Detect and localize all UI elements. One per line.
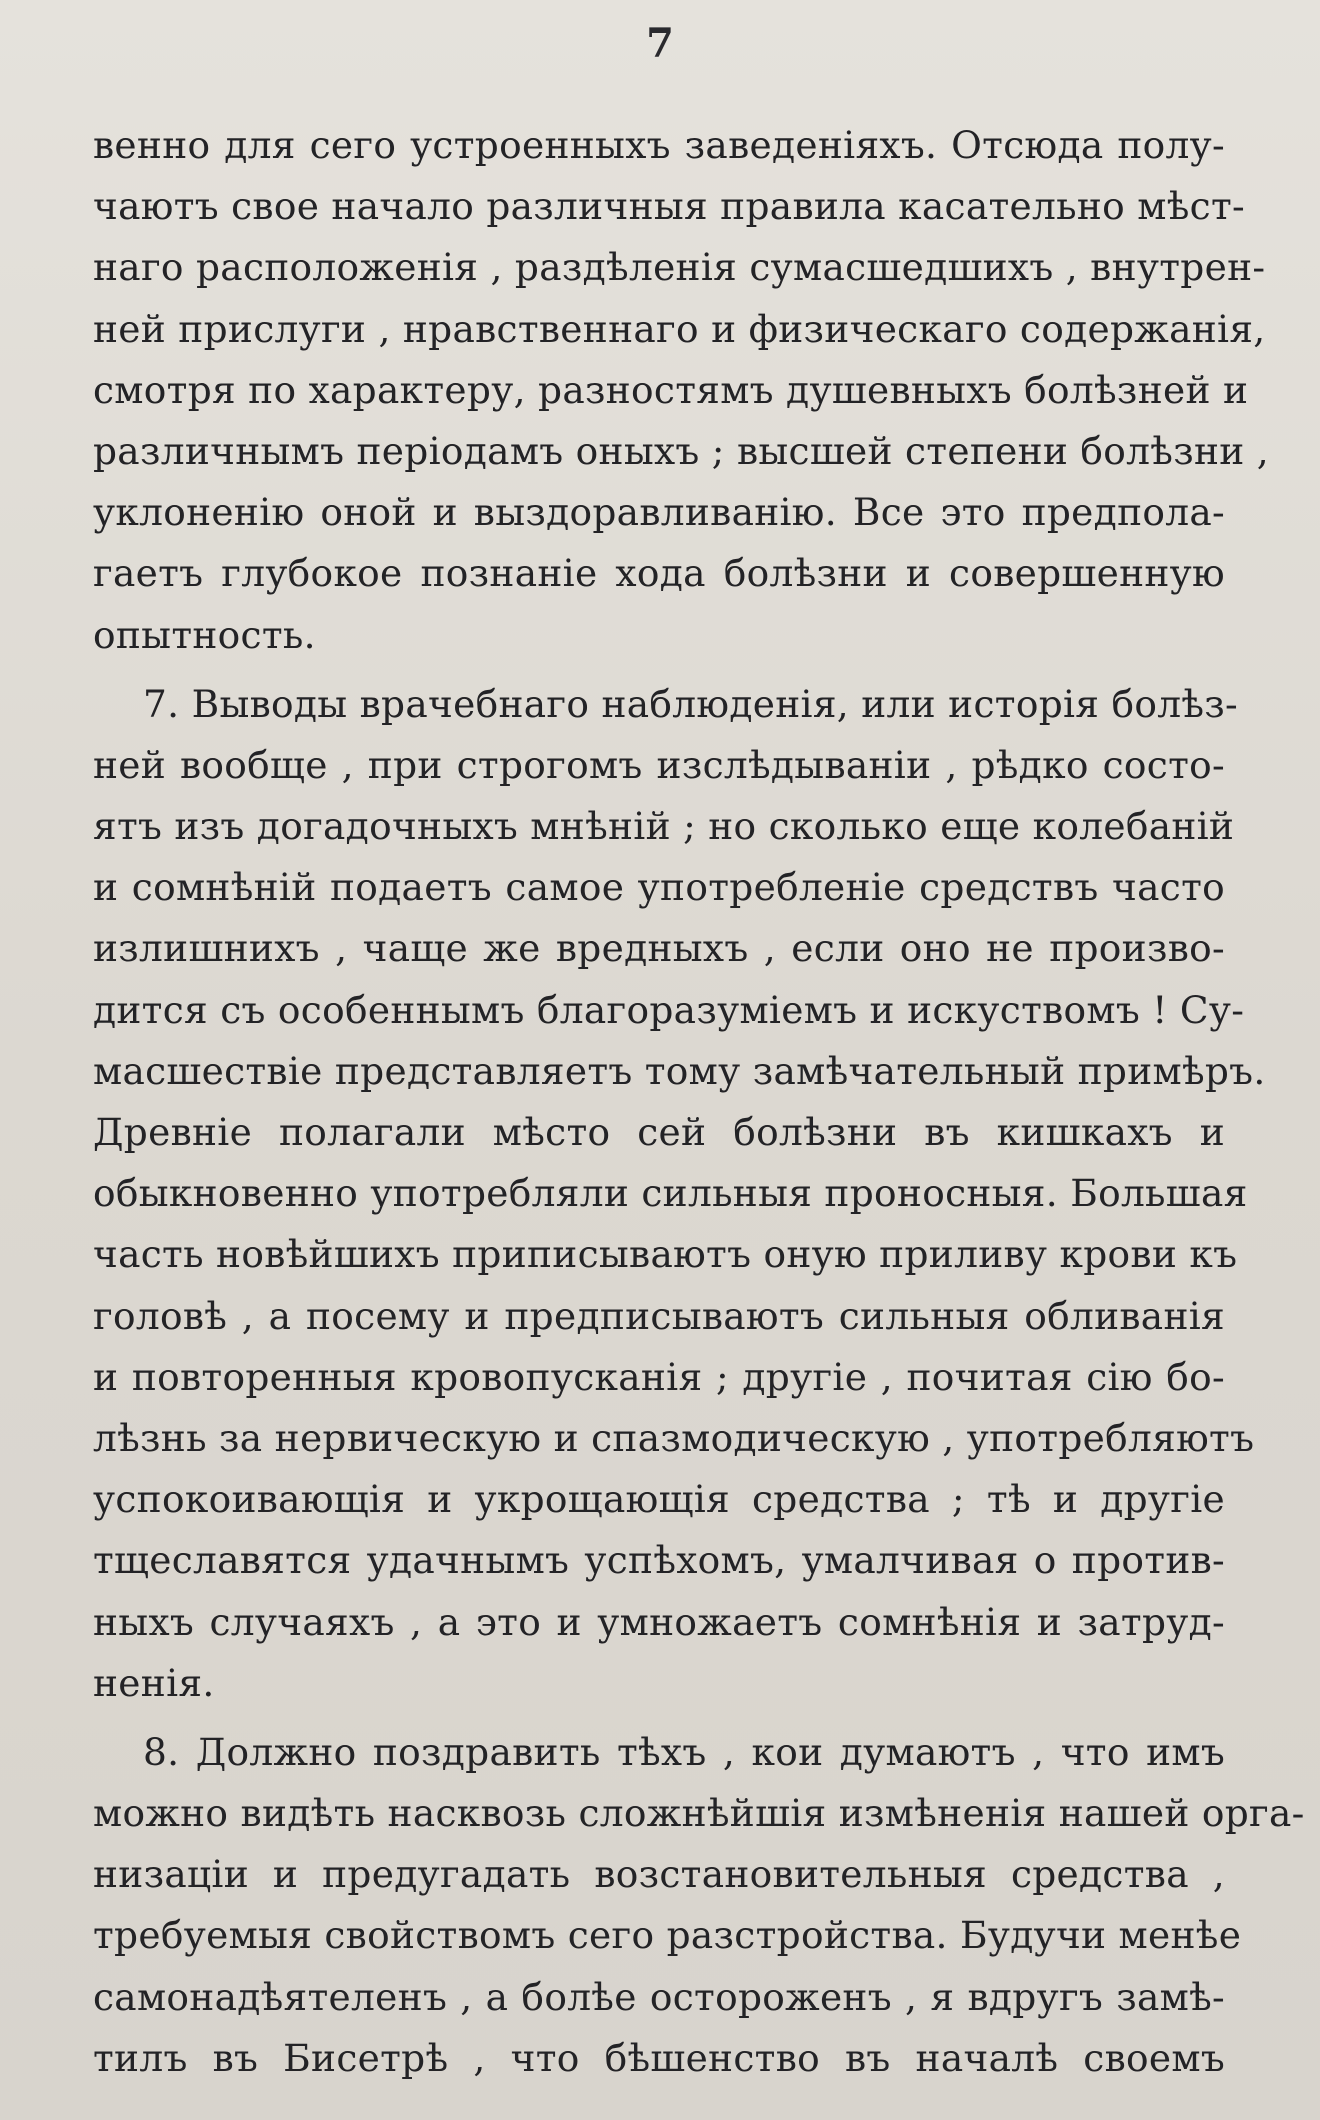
text-line: можно видѣть насквозь сложнѣйшія измѣненія нашей орга- <box>93 1791 1305 1836</box>
text-line: излишнихъ , чаще же вредныхъ , если оно не произво- <box>93 926 1225 971</box>
text-line: лѣзнь за нервическую и спазмодическую , употребляютъ <box>93 1415 1255 1460</box>
text-line: и повторенныя кровопусканія ; другіе , почитая сію бо- <box>93 1354 1225 1399</box>
text-line: смотря по характеру, разностямъ душевныхъ болѣзней и <box>93 367 1249 412</box>
text-line: уклоненію оной и выздоравливанію. Все это предпола- <box>93 490 1225 535</box>
text-line: тщеславятся удачнымъ успѣхомъ, умалчивая о против- <box>93 1538 1225 1583</box>
text-line: ныхъ случаяхъ , а это и умножаетъ сомнѣнія и затруд- <box>93 1599 1225 1644</box>
text-line: опытность. <box>93 612 316 657</box>
text-line: различнымъ періодамъ оныхъ ; высшей степени болѣзни , <box>93 428 1270 473</box>
paragraph-8-start: 8. Должно поздравить тѣхъ , кои думаютъ , что имъ <box>143 1729 1225 1774</box>
text-line: ней вообще , при строгомъ изслѣдываніи , рѣдко состо- <box>93 742 1225 787</box>
text-line: чаютъ свое начало различныя правила касательно мѣст- <box>93 184 1245 229</box>
text-line: масшествіе представляетъ тому замѣчательный примѣръ. <box>93 1048 1266 1093</box>
text-line: Древніе полагали мѣсто сей болѣзни въ кишкахъ и <box>93 1110 1225 1154</box>
text-line: венно для сего устроенныхъ заведеніяхъ. Отсюда полу- <box>93 123 1225 167</box>
text-line: дится съ особеннымъ благоразуміемъ и искуствомъ ! Су- <box>93 987 1245 1032</box>
text-line: низаціи и предугадать возстановительныя средства , <box>93 1852 1225 1897</box>
text-line: ненія. <box>93 1660 215 1705</box>
text-line: головѣ , а посему и предписываютъ сильныя обливанія <box>93 1293 1225 1338</box>
text-line: и сомнѣній подаетъ самое употребленіе средствъ часто <box>93 865 1225 910</box>
body-text <box>93 115 1305 2089</box>
text-line: самонадѣятеленъ , а болѣе остороженъ , я вдругъ замѣ- <box>93 1974 1225 2019</box>
text-line: гаетъ глубокое познаніе хода болѣзни и совершенную <box>93 551 1225 596</box>
text-line: ней прислуги , нравственнаго и физическаго содержанія, <box>93 306 1266 351</box>
text-line: успокоивающія и укрощающія средства ; тѣ и другіе <box>93 1477 1225 1522</box>
text-line: часть новѣйшихъ приписываютъ оную приливу крови къ <box>93 1232 1238 1277</box>
paragraph-7-start: 7. Выводы врачебнаго наблюденія, или исторія болѣз- <box>143 681 1238 726</box>
text-line: тилъ въ Бисетрѣ , что бѣшенство въ началѣ своемъ <box>93 2035 1225 2080</box>
text-line: требуемыя свойствомъ сего разстройства. Будучи менѣе <box>93 1913 1242 1958</box>
page-number: 7 <box>646 20 674 67</box>
text-line: наго расположенія , раздѣленія сумасшедшихъ , внутрен- <box>93 245 1266 290</box>
text-line: ятъ изъ догадочныхъ мнѣній ; но сколько еще колебаній <box>93 804 1235 849</box>
text-line: обыкновенно употребляли сильныя проносныя. Большая <box>93 1171 1248 1216</box>
